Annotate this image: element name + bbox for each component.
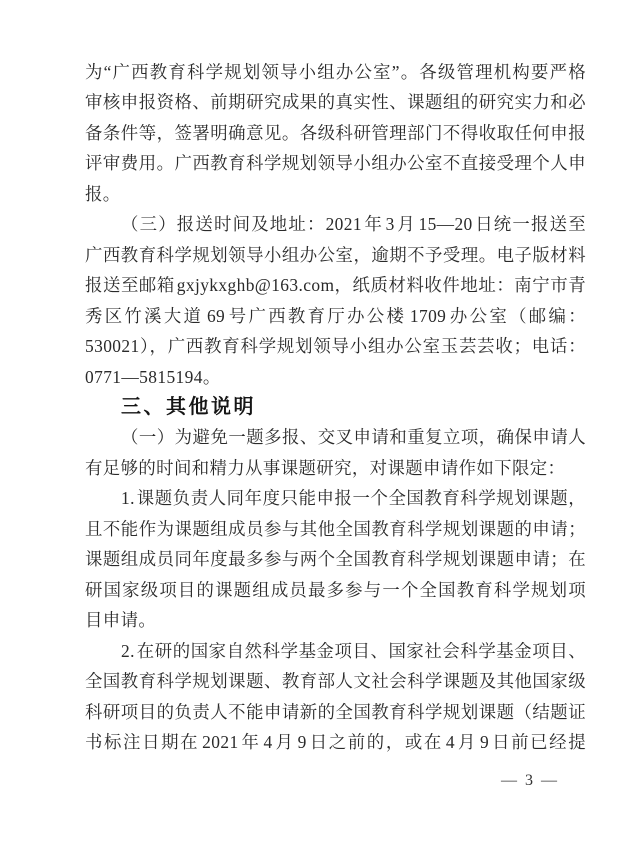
text-line: 科研项目的负责人不能申请新的全国教育科学规划课题（结题证	[85, 701, 586, 722]
text-line: 审核申报资格、前期研究成果的真实性、课题组的研究实力和必	[85, 92, 586, 113]
text-line: 且不能作为课题组成员参与其他全国教育科学规划课题的申请；	[85, 518, 586, 539]
section-heading: 三、其他说明	[121, 395, 256, 418]
paragraph	[85, 422, 586, 483]
text-line: 评审费用。广西教育科学规划领导小组办公室不直接受理个人申	[85, 153, 586, 174]
paragraph	[85, 636, 586, 758]
text-line: 研国家级项目的课题组成员最多参与一个全国教育科学规划项	[85, 579, 586, 600]
text-line: 备条件等，签署明确意见。各级科研管理部门不得收取任何申报	[85, 122, 586, 143]
text-line: 秀区竹溪大道 69 号广西教育厅办公楼 1709 办公室（邮编：	[85, 305, 586, 326]
paragraph	[85, 57, 586, 209]
text-line: 全国教育科学规划课题、教育部人文社会科学课题及其他国家级	[85, 671, 586, 692]
text-line: 书标注日期在 2021 年 4 月 9 日之前的，或在 4 月 9 日前已经提	[85, 731, 586, 752]
text-line: 广西教育科学规划领导小组办公室，逾期不予受理。电子版材料	[85, 244, 586, 265]
text-line: 报送至邮箱 gxjykxghb@163.com，纸质材料收件地址：南宁市青	[85, 275, 586, 296]
document-body	[85, 57, 586, 757]
text-line: 0771—5815194。	[85, 366, 221, 387]
text-line: 为“广西教育科学规划领导小组办公室”。各级管理机构要严格	[85, 62, 586, 82]
paragraph	[85, 483, 586, 635]
text-line: 目申请。	[85, 610, 157, 631]
text-line: 1. 课题负责人同年度只能申报一个全国教育科学规划课题，	[121, 488, 586, 509]
text-line: 课题组成员同年度最多参与两个全国教育科学规划课题申请；在	[85, 549, 586, 570]
paragraph	[85, 209, 586, 392]
text-line: 530021），广西教育科学规划领导小组办公室玉芸芸收；电话：	[85, 336, 586, 357]
section-heading-block	[85, 392, 586, 422]
text-line: （三）报送时间及地址：2021 年 3 月 15—20 日统一报送至	[121, 214, 586, 235]
text-line: （一）为避免一题多报、交叉申请和重复立项，确保申请人	[121, 427, 586, 448]
text-line: 报。	[85, 183, 121, 204]
page-number: — 3 —	[501, 772, 559, 789]
text-line: 2. 在研的国家自然科学基金项目、国家社会科学基金项目、	[121, 640, 586, 661]
text-line: 有足够的时间和精力从事课题研究，对课题申请作如下限定：	[85, 457, 566, 478]
